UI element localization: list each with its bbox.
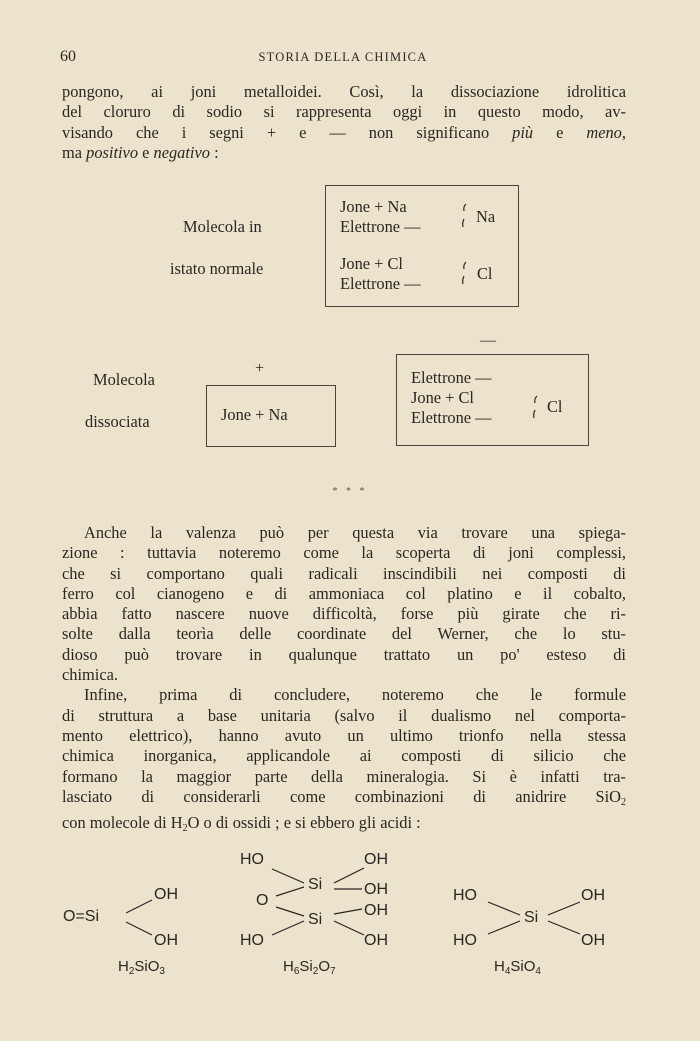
text-line: Infine, prima di concludere, noteremo che le formule [84, 685, 626, 705]
text-line: solte dalla teorìa delle coordinate del Werner, che lo stu- [62, 624, 626, 644]
elettrone-text: Elettrone — [340, 274, 421, 293]
text-line: visando che i segni + e — non significano più e meno, [62, 122, 626, 142]
text-line: pongono, ai joni metalloidei. Così, la dissociazione idrolitica [62, 82, 626, 101]
jone-cl-text: Jone + Cl [411, 388, 474, 407]
jone-na-text: Jone + Na [340, 197, 407, 216]
formula-name: $H_6Si_2O_7$ [283, 958, 336, 977]
elettrone-text: Elettrone — [411, 368, 492, 387]
bond-line [126, 900, 152, 913]
dissociated-label-2: dissociata [85, 412, 150, 431]
text-line: Anche la valenza può per questa via trovare una spiega- [84, 523, 626, 542]
formula-ho: HO [240, 932, 264, 949]
brace-mark [463, 204, 466, 227]
cl-symbol: Cl [547, 397, 563, 416]
text-line: che si comportano quali radicali inscindibili nei composti di [62, 563, 626, 583]
bond-line [276, 907, 304, 916]
positive-charge-sign: + [255, 360, 265, 377]
paragraph-valence [62, 523, 626, 839]
elettrone-text: Elettrone — [340, 217, 421, 236]
text-line: chimica inorganica, applicandole ai composti di silicio che [62, 746, 626, 766]
bond-line [488, 921, 520, 934]
formula-oh: OH [154, 932, 178, 949]
formula-si: Si [308, 876, 323, 893]
text-line: di struttura a base unitaria (salvo il dualismo nel comporta- [62, 705, 626, 725]
formula-oh: OH [364, 851, 388, 868]
bond-line [276, 887, 304, 896]
elettrone-text: Elettrone — [411, 408, 492, 427]
bond-line [334, 909, 362, 914]
jone-cl-text: Jone + Cl [340, 254, 403, 273]
text-line: del cloruro di sodio si rappresenta oggi in questo modo, av- [62, 102, 626, 122]
text-line: chimica. [62, 665, 118, 685]
formula-name: $H_4SiO_4$ [494, 958, 541, 977]
negative-charge-sign: — [480, 332, 496, 349]
formula-si: Si [308, 911, 323, 928]
text-line: ma positivo e negativo : [62, 142, 219, 162]
formula-o-si: O=Si [63, 908, 100, 925]
formula-ho: HO [453, 887, 477, 904]
formula-oh: OH [154, 886, 178, 903]
formula-si: Si [524, 909, 539, 926]
text-line: formano la maggior parte della mineralogia. Si è infatti tra- [62, 766, 626, 786]
cl-symbol: Cl [477, 264, 493, 283]
section-separator: * * * [332, 486, 368, 497]
text-line: lasciato di considerarli come combinazioni di anidrire SiO$_2$ [62, 786, 626, 808]
text-line: mento elettrico), hanno avuto un ultimo trionfo nella stessa [62, 725, 626, 745]
na-symbol: Na [476, 207, 496, 226]
formula-name: $H_2SiO_3$ [118, 958, 165, 977]
formula-ho: HO [240, 851, 264, 868]
bond-line [126, 922, 152, 935]
brace-mark [534, 396, 537, 418]
text-line: ferro col cianogeno e di ammoniaca col platino e il cobalto, [62, 583, 626, 603]
formula-oh: OH [581, 932, 605, 949]
text-line: zione : tuttavia noteremo come la scoperta di joni complessi, [62, 543, 626, 563]
formula-oh: OH [364, 881, 388, 898]
running-title: STORIA DELLA CHIMICA [258, 50, 428, 64]
text-line: abbia fatto nascere nuove difficoltà, forse più girate che ri- [62, 604, 626, 624]
formula-oh: OH [581, 887, 605, 904]
brace-mark [463, 262, 466, 284]
bond-line [488, 902, 520, 915]
bond-line [272, 921, 304, 935]
text-line: dioso può trovare in qualunque trattato un po' esteso di [62, 644, 626, 664]
dissociated-label-1: Molecola [93, 370, 155, 389]
formula-ho: HO [453, 932, 477, 949]
formula-oh: OH [364, 902, 388, 919]
text-line: con molecole di $H_2O$ o di ossidi ; e si ebbero gli acidi : [62, 813, 421, 835]
page-number: 60 [60, 48, 76, 65]
bond-line [272, 869, 304, 883]
formula-oh: OH [364, 932, 388, 949]
jone-na-text: Jone + Na [221, 405, 288, 424]
bond-line [548, 921, 580, 934]
bond-line [334, 868, 364, 883]
bond-line [548, 902, 580, 915]
formula-o-bridge: O [256, 892, 269, 909]
normal-state-label-1: Molecola in [183, 217, 262, 236]
normal-state-label-2: istato normale [170, 259, 264, 278]
bond-line [334, 921, 364, 935]
